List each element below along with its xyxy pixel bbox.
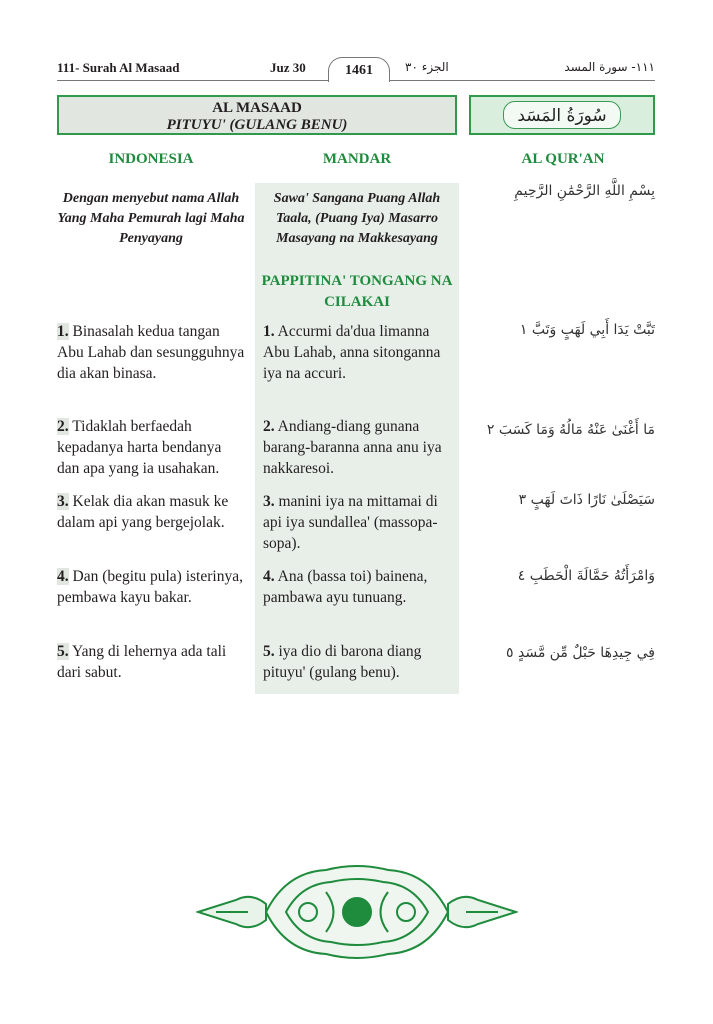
verse-1-mandar: 1. Accurmi da'dua limanna Abu Lahab, anna sitonganna iya na accuri.: [263, 323, 441, 382]
surah-title-arabic-box: [469, 95, 655, 135]
surah-title-box: [57, 95, 457, 135]
verse-4-mandar: 4. Ana (bassa toi) bainena, pambawa ayu tunuang.: [263, 568, 428, 606]
basmalah-arabic: بِسْمِ اللَّهِ الرَّحْمَٰنِ الرَّحِيمِ: [514, 183, 655, 199]
surah-subtitle: PITUYU' (GULANG BENU): [166, 117, 348, 133]
mandar-subheading: PAPPITINA' TONGANG NA CILAKAI: [261, 273, 453, 310]
header-juz: Juz 30: [270, 60, 306, 75]
verse-5-arabic: فِي جِيدِهَا حَبْلٌ مِّن مَّسَدٍ ٥: [506, 645, 655, 661]
verse-1-arabic: تَبَّتْ يَدَا أَبِي لَهَبٍ وَتَبَّ ١: [519, 322, 655, 338]
header-surah-arabic: ١١١- سورة المسد: [564, 60, 655, 74]
verse-2-indonesia: 2. Tidaklah berfaedah kepadanya harta bendanya dan apa yang ia usahakan.: [57, 418, 222, 477]
col-head-indonesia: INDONESIA: [108, 151, 194, 167]
verse-3-arabic: سَيَصْلَىٰ نَارًا ذَاتَ لَهَبٍ ٣: [518, 492, 655, 508]
basmalah-indonesia: Dengan menyebut nama Allah Yang Maha Pemurah lagi Maha Penyayang: [57, 191, 245, 246]
page-number: 1461: [328, 57, 390, 82]
surah-title: AL MASAAD: [212, 100, 302, 116]
verse-1-indonesia: 1. Binasalah kedua tangan Abu Lahab dan sesungguhnya dia akan binasa.: [57, 323, 245, 382]
verse-2-mandar: 2. Andiang-diang gunana barang-baranna anna anu iya nakkaresoi.: [263, 418, 442, 477]
basmalah-mandar: Sawa' Sangana Puang Allah Taala, (Puang Iya) Masarro Masayang na Makkesayang: [273, 191, 441, 246]
verse-3-mandar: 3. manini iya na mittamai di api iya sundallea' (massopa-sopa).: [263, 493, 438, 552]
header-juz-arabic: الجزء ٣٠: [405, 60, 449, 74]
surah-title-arabic: سُورَةُ المَسَد: [503, 101, 621, 129]
verse-3-indonesia: 3. Kelak dia akan masuk ke dalam api yang bergejolak.: [57, 493, 229, 531]
verse-2-arabic: مَا أَغْنَىٰ عَنْهُ مَالُهُ وَمَا كَسَبَ ٢: [486, 422, 655, 438]
col-head-quran: AL QUR'AN: [521, 151, 605, 167]
verse-4-indonesia: 4. Dan (begitu pula) isterinya, pembawa kayu bakar.: [57, 568, 243, 606]
header-surah-label: 111- Surah Al Masaad: [57, 60, 180, 75]
verse-4-arabic: وَامْرَأَتُهُ حَمَّالَةَ الْحَطَبِ ٤: [517, 568, 655, 584]
verse-5-mandar: 5. iya dio di barona diang pituyu' (gulang benu).: [263, 643, 422, 681]
decorative-ornament-icon: [196, 862, 518, 962]
col-head-mandar: MANDAR: [322, 151, 392, 167]
verse-5-indonesia: 5. Yang di lehernya ada tali dari sabut.: [57, 643, 227, 681]
